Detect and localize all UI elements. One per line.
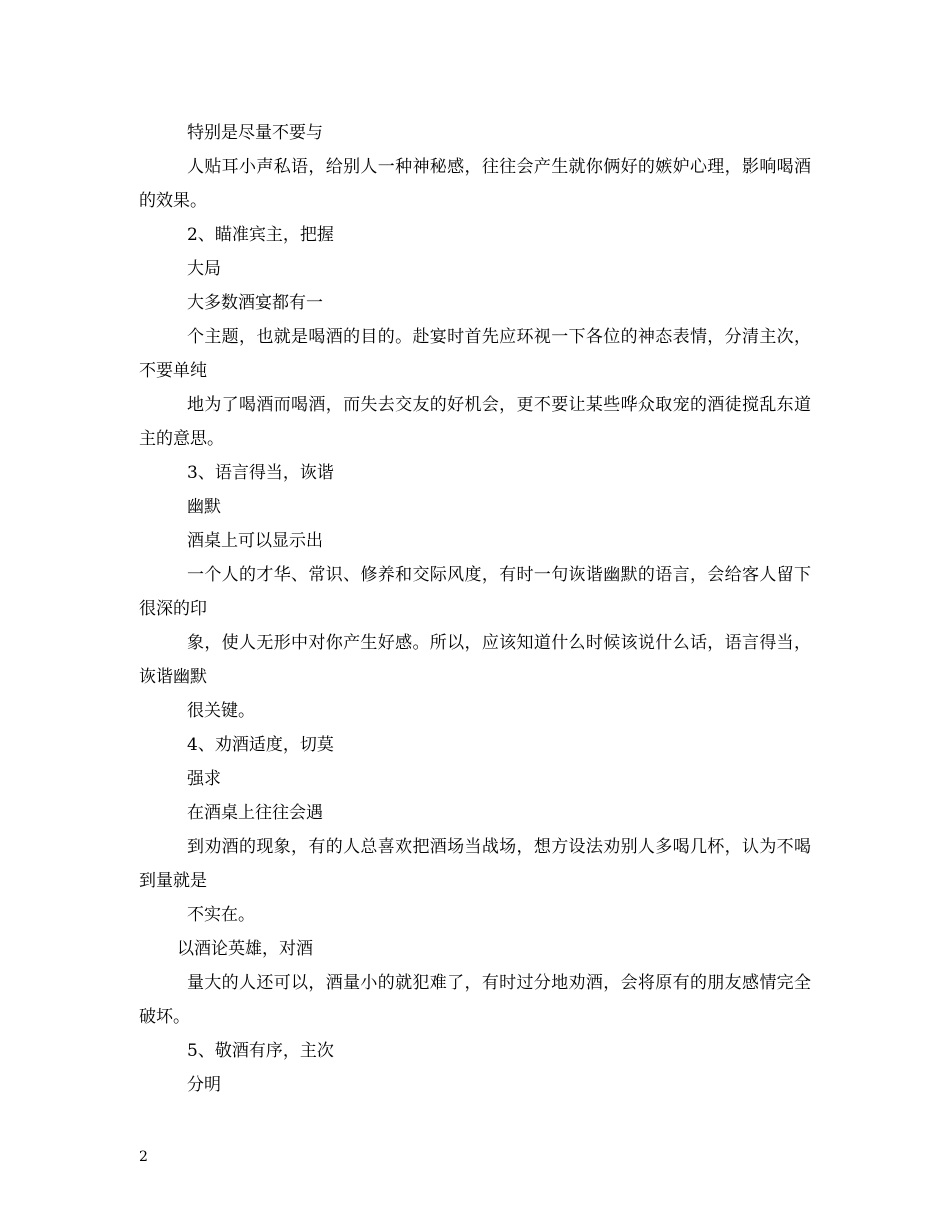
paragraph: 象，使人无形中对你产生好感。所以，应该知道什么时候该说什么话，语言得当，诙谐幽默: [139, 633, 811, 687]
paragraph: 很关键。: [187, 701, 255, 721]
paragraph: 强求: [187, 769, 221, 789]
paragraph: 个主题，也就是喝酒的目的。赴宴时首先应环视一下各位的神态表情，分清主次，不要单纯: [139, 327, 811, 381]
paragraph: 地为了喝酒而喝酒，而失去交友的好机会，更不要让某些哗众取宠的酒徒搅乱东道主的意思。: [139, 395, 811, 449]
paragraph: 一个人的才华、常识、修养和交际风度，有时一句诙谐幽默的语言，会给客人留下很深的印: [139, 565, 811, 619]
paragraph: 以酒论英雄，对酒: [177, 939, 313, 959]
paragraph: 分明: [187, 1075, 221, 1095]
paragraph: 在酒桌上往往会遇: [187, 803, 323, 823]
paragraph: 量大的人还可以，酒量小的就犯难了，有时过分地劝酒，会将原有的朋友感情完全破坏。: [139, 973, 811, 1027]
paragraph: 大多数酒宴都有一: [187, 293, 323, 313]
section-heading: 5、敬酒有序，主次: [187, 1041, 334, 1061]
section-heading: 3、语言得当，诙谐: [187, 463, 334, 483]
paragraph: 幽默: [187, 497, 221, 517]
section-heading: 4、劝酒适度，切莫: [187, 735, 334, 755]
section-heading: 2、瞄准宾主，把握: [187, 225, 334, 245]
paragraph: 不实在。: [187, 905, 255, 925]
paragraph: 特别是尽量不要与: [187, 123, 323, 143]
paragraph: 到劝酒的现象，有的人总喜欢把酒场当战场，想方设法劝别人多喝几杯，认为不喝到量就是: [139, 837, 811, 891]
paragraph: 酒桌上可以显示出: [187, 531, 323, 551]
paragraph: 大局: [187, 259, 221, 279]
document-body: [139, 116, 811, 1102]
page-number: 2: [139, 1149, 148, 1165]
paragraph: 人贴耳小声私语，给别人一种神秘感，往往会产生就你俩好的嫉妒心理，影响喝酒的效果。: [139, 157, 811, 211]
